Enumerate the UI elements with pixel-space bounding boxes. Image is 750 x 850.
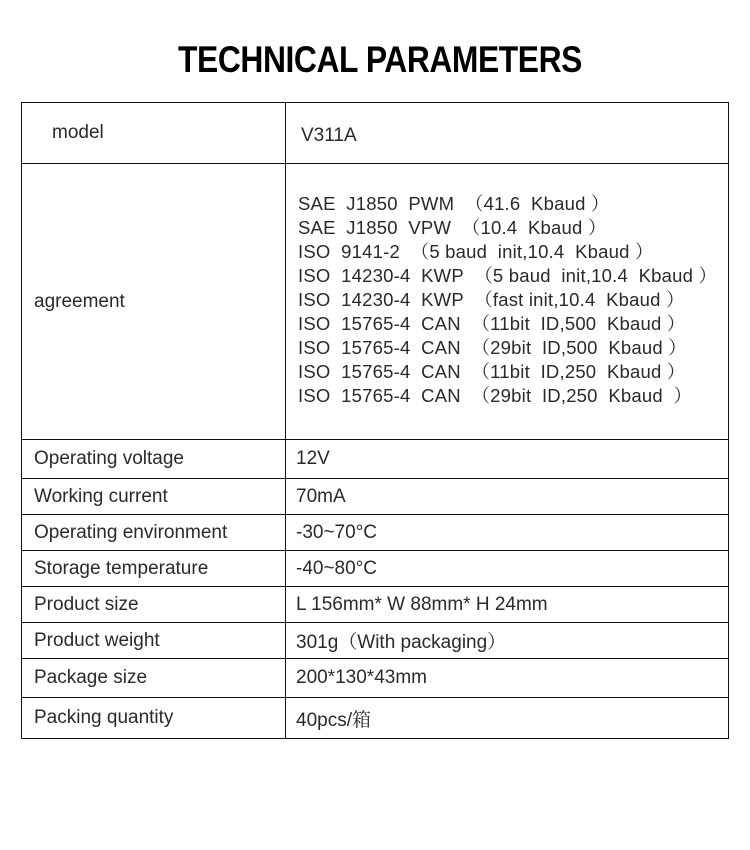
row-label: Product size [22,587,286,623]
table-row-model [22,103,729,164]
row-label: Working current [22,479,286,515]
row-label: Operating environment [22,515,286,551]
row-label: Product weight [22,623,286,659]
table-row-product-weight [22,623,729,659]
row-value: L 156mm* W 88mm* H 24mm [286,587,729,623]
protocol-item: ISO 15765-4 CAN （11bit ID,250 Kbaud ） [298,361,686,382]
row-value: 301g（With packaging） [286,623,729,659]
row-value: -30~70°C [286,515,729,551]
protocol-item: ISO 15765-4 CAN （29bit ID,250 Kbaud ） [298,385,693,406]
table-row-working-current [22,479,729,515]
page-title: TECHNICAL PARAMETERS [178,39,582,80]
row-value: 70mA [286,479,729,515]
protocol-item: ISO 15765-4 CAN （11bit ID,500 Kbaud ） [298,313,686,334]
row-label: Storage temperature [22,551,286,587]
row-label: model [22,103,286,164]
row-label: Package size [22,659,286,698]
protocol-item: ISO 15765-4 CAN （29bit ID,500 Kbaud ） [298,337,687,358]
protocol-list-cell [286,164,729,440]
table-row-packing-quantity [22,698,729,739]
table-row-operating-voltage [22,440,729,479]
table-row-operating-environment [22,515,729,551]
protocol-item: SAE J1850 VPW （10.4 Kbaud ） [298,217,607,238]
table-row-agreement [22,164,729,440]
row-label: Operating voltage [22,440,286,479]
row-value: -40~80°C [286,551,729,587]
row-label: agreement [22,164,286,440]
row-value: V311A [286,103,729,164]
row-value: 12V [286,440,729,479]
row-label: Packing quantity [22,698,286,739]
protocol-list [298,166,728,408]
table-row-storage-temperature [22,551,729,587]
protocol-item: ISO 14230-4 KWP （fast init,10.4 Kbaud ） [298,289,685,310]
protocol-item: ISO 9141-2 （5 baud init,10.4 Kbaud ） [298,241,654,262]
technical-parameters-table [21,102,729,739]
row-value: 200*130*43mm [286,659,729,698]
row-value: 40pcs/箱 [286,698,729,739]
protocol-item: ISO 14230-4 KWP （5 baud init,10.4 Kbaud ） [298,265,718,286]
table-row-product-size [22,587,729,623]
protocol-item: SAE J1850 PWM （41.6 Kbaud ） [298,193,610,214]
table-row-package-size [22,659,729,698]
